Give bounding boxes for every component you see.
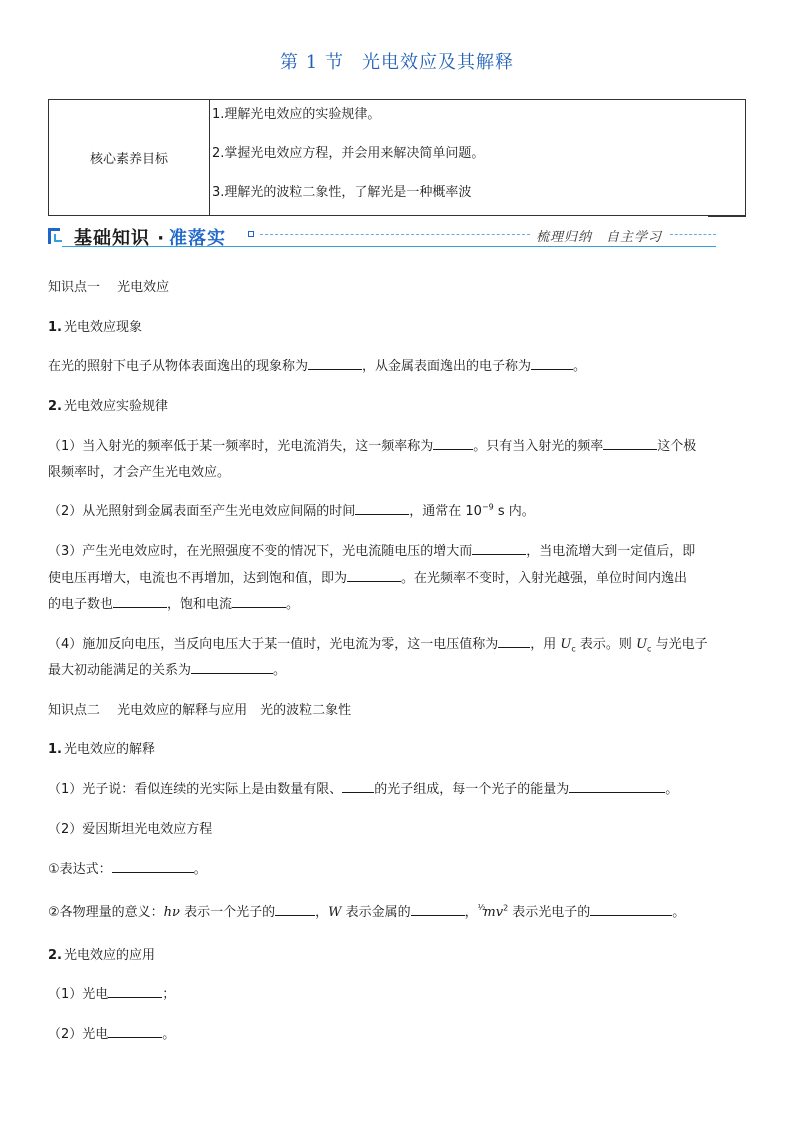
kp2-s1-heading: 1. 光电效应的解释: [48, 742, 155, 757]
answer-blank[interactable]: [191, 661, 273, 674]
section-banner: [48, 222, 716, 252]
kp2-s1-meaning: ②各物理量的意义：hν 表示一个光子的 ，W 表示金属的 ，$\frac{1}{2}mv^2$ 表示光电子的 。: [48, 903, 686, 920]
section-number: 第 1 节: [280, 52, 344, 73]
answer-blank[interactable]: [342, 780, 374, 793]
kp1-s1-heading: 1. 光电效应现象: [48, 320, 142, 335]
answer-blank[interactable]: [275, 903, 315, 916]
kp2-title: 知识点二 光电效应的解释与应用 光的波粒二象性: [48, 703, 352, 718]
banner-tick-icon: [54, 234, 62, 242]
banner-dashed-rule-right: [670, 234, 716, 235]
answer-blank[interactable]: [569, 780, 665, 793]
kp2-s2-heading: 2. 光电效应的应用: [48, 948, 155, 963]
goal-item-3: 3.理解光的波粒二象性，了解光是一种概率波: [212, 185, 472, 200]
answer-blank[interactable]: [308, 357, 362, 370]
section-name: 光电效应及其解释: [361, 52, 514, 73]
kp1-title: 知识点一 光电效应: [48, 280, 170, 295]
answer-blank[interactable]: [498, 635, 530, 648]
banner-title: 基础知识 ·: [74, 228, 166, 249]
banner-subtitle: 梳理归纳 自主学习: [536, 230, 663, 245]
kp2-s1-expression: ①表达式： 。: [48, 862, 207, 877]
kp1-s2-p3-line1: （3）产生光电效应时，在光照强度不变的情况下，光电流随电压的增大而 ，当电流增大到一定值后，即: [48, 544, 696, 559]
goal-item-2: 2.掌握光电效应方程，并会用来解决简单问题。: [212, 146, 485, 161]
answer-blank[interactable]: [232, 595, 286, 608]
banner-square-icon: [248, 231, 254, 237]
answer-blank[interactable]: [355, 502, 409, 515]
kp2-s2-a1: （1）光电 ；: [48, 987, 176, 1002]
answer-blank[interactable]: [108, 1025, 162, 1038]
kp1-s2-p1-line1: （1）当入射光的频率低于某一频率时，光电流消失，这一频率称为 。只有当入射光的频率 这个极: [48, 439, 697, 454]
banner-accent: 准落实: [169, 228, 226, 249]
answer-blank[interactable]: [433, 437, 473, 450]
kp1-s2-p3-line2: 使电压再增大，电流也不再增加，达到饱和值，即为 。在光频率不变时，入射光越强，单位时间内逸出: [48, 571, 688, 586]
kp1-s2-p4-line2: 最大初动能满足的关系为 。: [48, 663, 287, 678]
page-title: [0, 48, 794, 74]
answer-blank[interactable]: [472, 542, 526, 555]
kp2-s1-p2: （2）爱因斯坦光电效应方程: [48, 822, 213, 837]
goals-label: 核心素养目标: [49, 100, 210, 215]
answer-blank[interactable]: [603, 437, 657, 450]
answer-blank[interactable]: [112, 860, 194, 873]
kp1-s2-p4-line1: （4）施加反向电压，当反向电压大于某一值时，光电流为零，这一电压值称为 ，用 $U_c$ 表示。则 $U_c$ 与光电子: [48, 637, 708, 654]
goals-table: [48, 99, 746, 216]
table-border-extension: [708, 216, 746, 217]
kp1-s2-p3-line3: 的电子数也 ，饱和电流 。: [48, 597, 300, 612]
answer-blank[interactable]: [113, 595, 167, 608]
kp1-s2-p1-line2: 限频率时，才会产生光电效应。: [48, 465, 231, 480]
answer-blank[interactable]: [590, 903, 672, 916]
kp1-s2-p2: （2）从光照射到金属表面至产生光电效应间隔的时间 ，通常在 $10^{-9}$ s 内。: [48, 502, 535, 519]
kp2-s1-p1: （1）光子说：看似连续的光实际上是由数量有限、 的光子组成，每一个光子的能量为 。: [48, 782, 679, 797]
answer-blank[interactable]: [411, 903, 465, 916]
answer-blank[interactable]: [531, 357, 573, 370]
kp2-s2-a2: （2）光电 。: [48, 1027, 176, 1042]
goal-item-1: 1.理解光电效应的实验规律。: [212, 107, 381, 122]
kp1-s1-line: 在光的照射下电子从物体表面逸出的现象称为 ，从金属表面逸出的电子称为 。: [48, 359, 587, 374]
banner-underline: [62, 246, 716, 247]
banner-dashed-rule: [260, 234, 530, 235]
answer-blank[interactable]: [347, 569, 401, 582]
answer-blank[interactable]: [108, 985, 162, 998]
kp1-s2-heading: 2. 光电效应实验规律: [48, 399, 168, 414]
